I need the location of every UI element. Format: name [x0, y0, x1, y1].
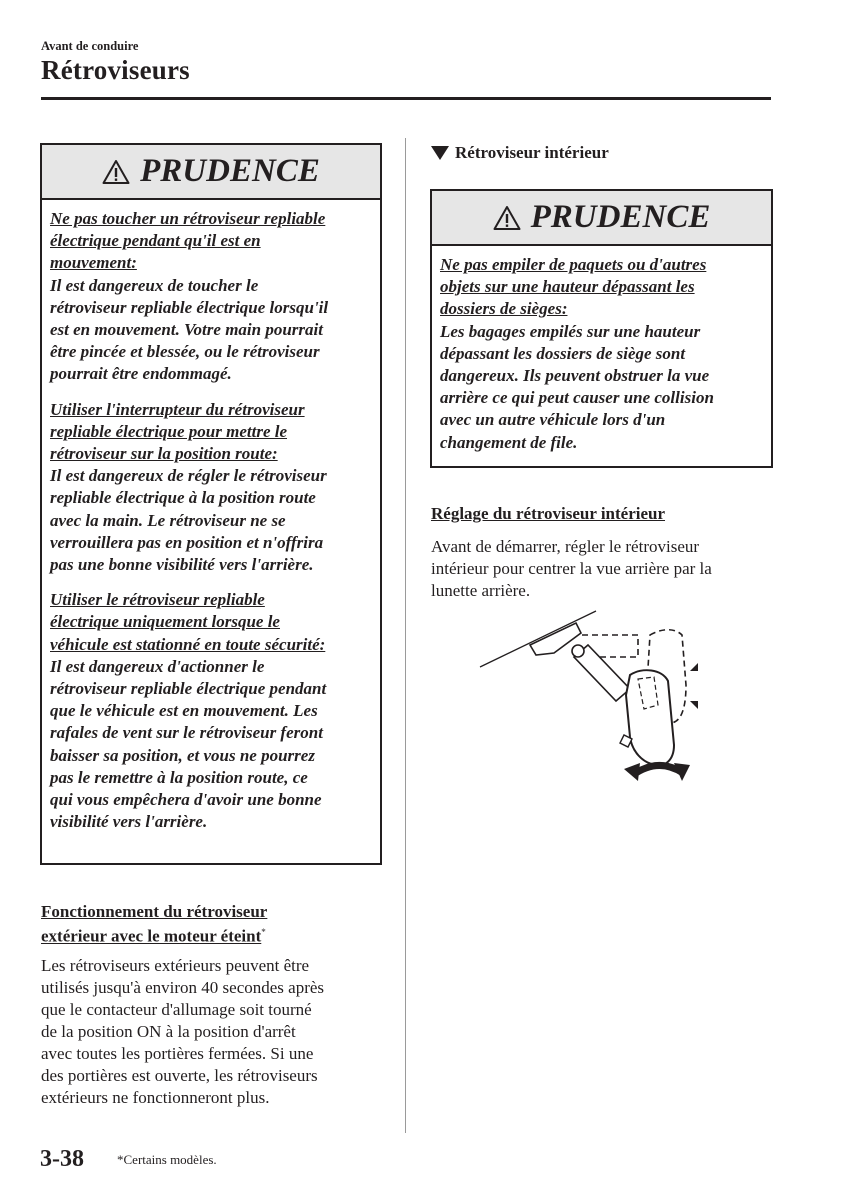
caution-item-heading: Utiliser le rétroviseur repliable électrique uniquement lorsque le véhicule est stationné en toute sécurité: — [50, 590, 326, 654]
caution-box-interior-mirror — [430, 189, 773, 468]
caution-item — [50, 208, 372, 386]
caution-title: PRUDENCE — [530, 199, 711, 235]
caution-item-text: Il est dangereux d'actionner le rétroviseur repliable électrique pendant que le véhicule est en mouvement. Les rafales de vent sur le rétroviseur feront baisser sa position, et vous ne pourrez pas le remettre à la position route, ce qui vous empêchera d'avoir une bonne visibilité vers l'arrière. — [50, 656, 327, 832]
caution-header — [432, 191, 771, 246]
caution-item — [440, 254, 763, 454]
triangle-bullet-icon — [431, 146, 449, 160]
adjust-mirror-text: Avant de démarrer, régler le rétroviseur intérieur pour centrer la vue arrière par la lunette arrière. — [431, 537, 712, 600]
caution-item-text: Il est dangereux de régler le rétroviseur repliable électrique à la position route avec la main. Le rétroviseur ne se verrouillera pas en position et n'offrira pas une bonne visibilité vers l'arrière. — [50, 466, 327, 575]
caution-item-heading: Ne pas toucher un rétroviseur repliable électrique pendant qu'il est en mouvement: — [50, 209, 326, 273]
warning-triangle-icon — [493, 205, 521, 231]
caution-box-folding-mirror — [40, 143, 382, 865]
title-rule — [41, 97, 771, 100]
section-label: Avant de conduire — [41, 39, 139, 53]
caution-item-heading: Ne pas empiler de paquets ou d'autres objets sur une hauteur dépassant les dossiers de sièges: — [440, 255, 707, 319]
caution-body — [432, 246, 771, 462]
footnote-asterisk: * — [261, 927, 266, 937]
column-divider — [405, 138, 406, 1133]
caution-body — [42, 200, 380, 841]
caution-item-text: Il est dangereux de toucher le rétroviseur repliable électrique lorsqu'il est en mouvement. Votre main pourrait être pincée et blessée, ou le rétroviseur pourrait être endommagé. — [50, 275, 329, 384]
caution-header — [42, 145, 380, 200]
warning-triangle-icon — [102, 159, 130, 185]
caution-item-heading: Utiliser l'interrupteur du rétroviseur repliable électrique pour mettre le rétroviseur sur la position route: — [50, 399, 305, 464]
caution-item — [50, 589, 372, 833]
caution-item-text: Les bagages empilés sur une hauteur dépassant les dossiers de siège sont dangereux. Ils peuvent obstruer la vue arrière ce qui peut causer une collision avec un autre véhicule lors d'un changement de file. — [440, 321, 714, 452]
interior-mirror-illustration — [478, 605, 698, 790]
engine-off-heading: Fonctionnement du rétroviseur extérieur avec le moteur éteint* — [41, 902, 268, 946]
page-title: Rétroviseurs — [41, 55, 190, 85]
footnote: *Certains modèles. — [117, 1152, 217, 1167]
caution-title: PRUDENCE — [140, 153, 320, 189]
interior-mirror-heading: Rétroviseur intérieur — [431, 143, 609, 163]
adjust-mirror-heading: Réglage du rétroviseur intérieur — [431, 504, 666, 523]
engine-off-text: Les rétroviseurs extérieurs peuvent être utilisés jusqu'à environ 40 secondes après que le contacteur d'allumage soit tourné de la position ON à la position d'arrêt avec toutes les portières fermées. Si une des portières est ouverte, les rétroviseurs extérieurs ne fonctionneront plus. — [41, 956, 325, 1107]
page-number: 3-38 — [40, 1146, 84, 1172]
caution-item — [50, 399, 372, 577]
